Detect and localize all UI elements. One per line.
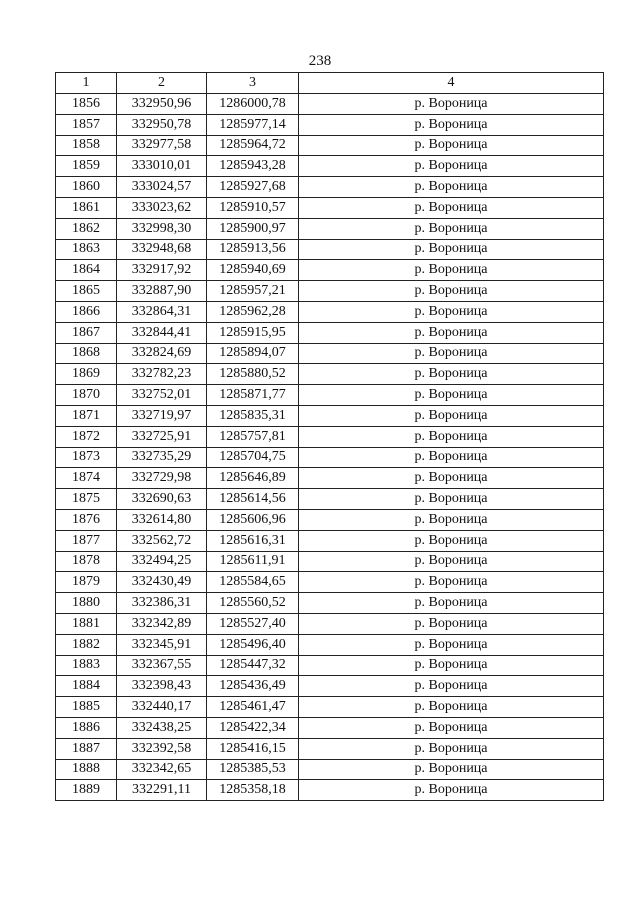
point-number-cell: 1888	[56, 759, 117, 780]
y-coordinate-cell: 1285880,52	[207, 364, 299, 385]
description-cell: р. Вороница	[299, 717, 604, 738]
table-row	[56, 593, 604, 614]
y-coordinate-cell: 1285957,21	[207, 281, 299, 302]
coordinates-table	[55, 72, 604, 801]
x-coordinate-cell: 332342,65	[117, 759, 207, 780]
x-coordinate-cell: 332977,58	[117, 135, 207, 156]
table-row	[56, 218, 604, 239]
point-number-cell: 1860	[56, 177, 117, 198]
x-coordinate-cell: 332614,80	[117, 509, 207, 530]
x-coordinate-cell: 332917,92	[117, 260, 207, 281]
table-row	[56, 634, 604, 655]
table-row	[56, 468, 604, 489]
point-number-cell: 1858	[56, 135, 117, 156]
x-coordinate-cell: 332367,55	[117, 655, 207, 676]
point-number-cell: 1867	[56, 322, 117, 343]
table-row	[56, 489, 604, 510]
point-number-cell: 1877	[56, 530, 117, 551]
description-cell: р. Вороница	[299, 447, 604, 468]
description-cell: р. Вороница	[299, 613, 604, 634]
x-coordinate-cell: 332950,78	[117, 114, 207, 135]
point-number-cell: 1876	[56, 509, 117, 530]
x-coordinate-cell: 332438,25	[117, 717, 207, 738]
y-coordinate-cell: 1286000,78	[207, 94, 299, 115]
x-coordinate-cell: 332392,58	[117, 738, 207, 759]
y-coordinate-cell: 1285614,56	[207, 489, 299, 510]
point-number-cell: 1880	[56, 593, 117, 614]
x-coordinate-cell: 332690,63	[117, 489, 207, 510]
table-row	[56, 447, 604, 468]
column-header-2: 2	[117, 73, 207, 94]
table-row	[56, 239, 604, 260]
point-number-cell: 1856	[56, 94, 117, 115]
description-cell: р. Вороница	[299, 94, 604, 115]
description-cell: р. Вороница	[299, 301, 604, 322]
x-coordinate-cell: 332948,68	[117, 239, 207, 260]
y-coordinate-cell: 1285910,57	[207, 197, 299, 218]
y-coordinate-cell: 1285646,89	[207, 468, 299, 489]
description-cell: р. Вороница	[299, 197, 604, 218]
x-coordinate-cell: 333024,57	[117, 177, 207, 198]
description-cell: р. Вороница	[299, 260, 604, 281]
y-coordinate-cell: 1285977,14	[207, 114, 299, 135]
x-coordinate-cell: 332291,11	[117, 780, 207, 801]
point-number-cell: 1865	[56, 281, 117, 302]
description-cell: р. Вороница	[299, 572, 604, 593]
description-cell: р. Вороница	[299, 281, 604, 302]
x-coordinate-cell: 332864,31	[117, 301, 207, 322]
x-coordinate-cell: 333023,62	[117, 197, 207, 218]
point-number-cell: 1859	[56, 156, 117, 177]
x-coordinate-cell: 332735,29	[117, 447, 207, 468]
y-coordinate-cell: 1285422,34	[207, 717, 299, 738]
table-row	[56, 197, 604, 218]
y-coordinate-cell: 1285913,56	[207, 239, 299, 260]
description-cell: р. Вороница	[299, 759, 604, 780]
y-coordinate-cell: 1285964,72	[207, 135, 299, 156]
description-cell: р. Вороница	[299, 343, 604, 364]
description-cell: р. Вороница	[299, 114, 604, 135]
description-cell: р. Вороница	[299, 405, 604, 426]
x-coordinate-cell: 332342,89	[117, 613, 207, 634]
description-cell: р. Вороница	[299, 655, 604, 676]
table-row	[56, 676, 604, 697]
x-coordinate-cell: 332824,69	[117, 343, 207, 364]
description-cell: р. Вороница	[299, 426, 604, 447]
x-coordinate-cell: 332752,01	[117, 385, 207, 406]
description-cell: р. Вороница	[299, 364, 604, 385]
table-row	[56, 717, 604, 738]
point-number-cell: 1863	[56, 239, 117, 260]
x-coordinate-cell: 332494,25	[117, 551, 207, 572]
description-cell: р. Вороница	[299, 322, 604, 343]
table-row	[56, 655, 604, 676]
column-header-1: 1	[56, 73, 117, 94]
y-coordinate-cell: 1285385,53	[207, 759, 299, 780]
y-coordinate-cell: 1285584,65	[207, 572, 299, 593]
table-header-row	[56, 73, 604, 94]
table-row	[56, 385, 604, 406]
table-row	[56, 114, 604, 135]
table-row	[56, 509, 604, 530]
y-coordinate-cell: 1285527,40	[207, 613, 299, 634]
column-header-3: 3	[207, 73, 299, 94]
table-row	[56, 613, 604, 634]
x-coordinate-cell: 332440,17	[117, 697, 207, 718]
y-coordinate-cell: 1285900,97	[207, 218, 299, 239]
description-cell: р. Вороница	[299, 697, 604, 718]
point-number-cell: 1872	[56, 426, 117, 447]
description-cell: р. Вороница	[299, 385, 604, 406]
description-cell: р. Вороница	[299, 218, 604, 239]
table-row	[56, 780, 604, 801]
x-coordinate-cell: 332562,72	[117, 530, 207, 551]
point-number-cell: 1878	[56, 551, 117, 572]
x-coordinate-cell: 332998,30	[117, 218, 207, 239]
y-coordinate-cell: 1285871,77	[207, 385, 299, 406]
y-coordinate-cell: 1285560,52	[207, 593, 299, 614]
point-number-cell: 1864	[56, 260, 117, 281]
point-number-cell: 1875	[56, 489, 117, 510]
y-coordinate-cell: 1285611,91	[207, 551, 299, 572]
description-cell: р. Вороница	[299, 177, 604, 198]
y-coordinate-cell: 1285496,40	[207, 634, 299, 655]
point-number-cell: 1871	[56, 405, 117, 426]
table-row	[56, 281, 604, 302]
x-coordinate-cell: 332844,41	[117, 322, 207, 343]
table-row	[56, 177, 604, 198]
point-number-cell: 1870	[56, 385, 117, 406]
point-number-cell: 1861	[56, 197, 117, 218]
description-cell: р. Вороница	[299, 634, 604, 655]
x-coordinate-cell: 332887,90	[117, 281, 207, 302]
description-cell: р. Вороница	[299, 239, 604, 260]
y-coordinate-cell: 1285894,07	[207, 343, 299, 364]
y-coordinate-cell: 1285927,68	[207, 177, 299, 198]
table-row	[56, 364, 604, 385]
table-row	[56, 405, 604, 426]
x-coordinate-cell: 332430,49	[117, 572, 207, 593]
table-row	[56, 135, 604, 156]
description-cell: р. Вороница	[299, 780, 604, 801]
table-row	[56, 343, 604, 364]
table-row	[56, 759, 604, 780]
x-coordinate-cell: 332386,31	[117, 593, 207, 614]
y-coordinate-cell: 1285940,69	[207, 260, 299, 281]
description-cell: р. Вороница	[299, 530, 604, 551]
y-coordinate-cell: 1285943,28	[207, 156, 299, 177]
y-coordinate-cell: 1285704,75	[207, 447, 299, 468]
table-row	[56, 260, 604, 281]
point-number-cell: 1886	[56, 717, 117, 738]
description-cell: р. Вороница	[299, 551, 604, 572]
point-number-cell: 1881	[56, 613, 117, 634]
table-row	[56, 156, 604, 177]
column-header-4: 4	[299, 73, 604, 94]
point-number-cell: 1885	[56, 697, 117, 718]
table-row	[56, 426, 604, 447]
table-row	[56, 94, 604, 115]
y-coordinate-cell: 1285461,47	[207, 697, 299, 718]
table-row	[56, 530, 604, 551]
y-coordinate-cell: 1285616,31	[207, 530, 299, 551]
point-number-cell: 1879	[56, 572, 117, 593]
x-coordinate-cell: 333010,01	[117, 156, 207, 177]
point-number-cell: 1874	[56, 468, 117, 489]
y-coordinate-cell: 1285962,28	[207, 301, 299, 322]
table-row	[56, 301, 604, 322]
point-number-cell: 1883	[56, 655, 117, 676]
point-number-cell: 1857	[56, 114, 117, 135]
x-coordinate-cell: 332398,43	[117, 676, 207, 697]
point-number-cell: 1869	[56, 364, 117, 385]
table-row	[56, 322, 604, 343]
description-cell: р. Вороница	[299, 489, 604, 510]
description-cell: р. Вороница	[299, 738, 604, 759]
y-coordinate-cell: 1285915,95	[207, 322, 299, 343]
y-coordinate-cell: 1285606,96	[207, 509, 299, 530]
x-coordinate-cell: 332345,91	[117, 634, 207, 655]
point-number-cell: 1866	[56, 301, 117, 322]
table-body	[56, 94, 604, 801]
y-coordinate-cell: 1285447,32	[207, 655, 299, 676]
x-coordinate-cell: 332729,98	[117, 468, 207, 489]
description-cell: р. Вороница	[299, 509, 604, 530]
table-row	[56, 551, 604, 572]
x-coordinate-cell: 332725,91	[117, 426, 207, 447]
x-coordinate-cell: 332782,23	[117, 364, 207, 385]
page-number: 238	[308, 53, 332, 69]
point-number-cell: 1868	[56, 343, 117, 364]
y-coordinate-cell: 1285757,81	[207, 426, 299, 447]
table-row	[56, 738, 604, 759]
point-number-cell: 1873	[56, 447, 117, 468]
y-coordinate-cell: 1285835,31	[207, 405, 299, 426]
x-coordinate-cell: 332719,97	[117, 405, 207, 426]
table-row	[56, 697, 604, 718]
x-coordinate-cell: 332950,96	[117, 94, 207, 115]
description-cell: р. Вороница	[299, 468, 604, 489]
description-cell: р. Вороница	[299, 676, 604, 697]
point-number-cell: 1889	[56, 780, 117, 801]
point-number-cell: 1862	[56, 218, 117, 239]
y-coordinate-cell: 1285416,15	[207, 738, 299, 759]
y-coordinate-cell: 1285436,49	[207, 676, 299, 697]
y-coordinate-cell: 1285358,18	[207, 780, 299, 801]
point-number-cell: 1884	[56, 676, 117, 697]
description-cell: р. Вороница	[299, 156, 604, 177]
point-number-cell: 1887	[56, 738, 117, 759]
description-cell: р. Вороница	[299, 593, 604, 614]
description-cell: р. Вороница	[299, 135, 604, 156]
table-row	[56, 572, 604, 593]
point-number-cell: 1882	[56, 634, 117, 655]
